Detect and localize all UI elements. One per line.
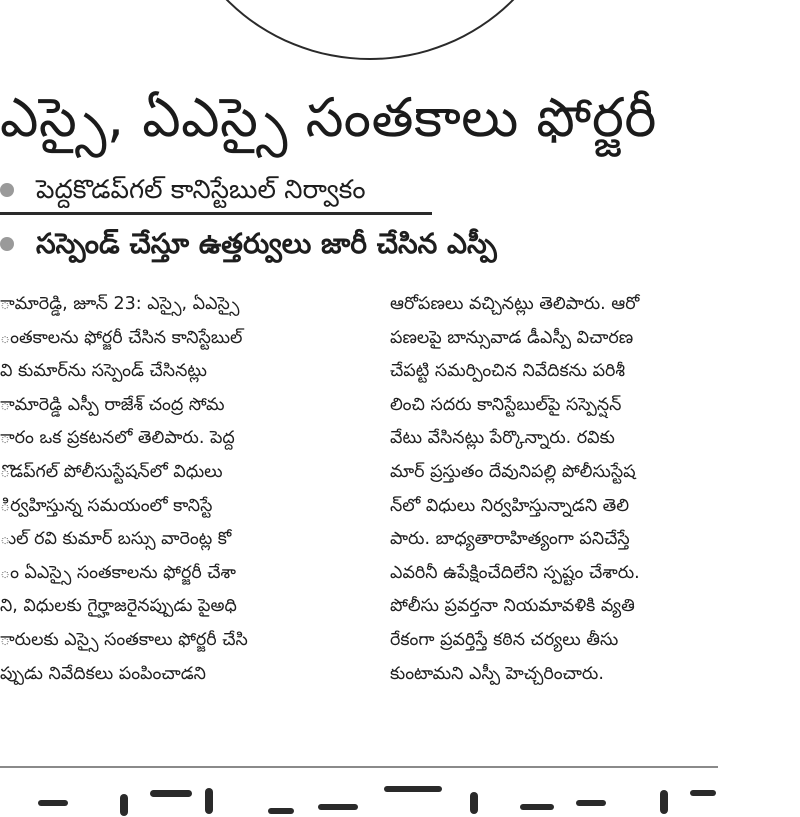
article-line: చేపట్టి సమర్పించిన నివేదికను పరిశీ bbox=[390, 361, 626, 382]
article-line: లించి సదరు కానిస్టేబుల్‌పై సస్పెన్షన్ bbox=[390, 394, 622, 415]
article-line: పారు. బాధ్యతారాహిత్యంగా పనిచేస్తే bbox=[390, 529, 630, 550]
article-line: మార్ ప్రస్తుతం దేవునిపల్లి పోలీసుస్టేష bbox=[390, 461, 636, 482]
subhead-2-text: సస్పెండ్ చేస్తూ ఉత్తర్వులు జారీ చేసిన ఎస్పీ bbox=[36, 227, 497, 260]
section-divider bbox=[0, 766, 718, 768]
headline: ఎస్సై, ఏఎస్సై సంతకాలు ఫోర్జరీ bbox=[0, 86, 657, 149]
article-column-2 bbox=[390, 288, 720, 691]
article-line: ారులకు ఎస్సై సంతకాలు ఫోర్జరీ చేసి bbox=[0, 629, 248, 650]
article-line: వేటు వేసినట్లు పేర్కొన్నారు. రవికు bbox=[390, 428, 615, 449]
article-line: పణలపై బాన్సువాడ డీఎస్పీ విచారణ bbox=[390, 327, 634, 348]
article-line: వి కుమార్‌ను సస్పెండ్ చేసినట్లు bbox=[0, 361, 207, 382]
article-line: కుంటామని ఎస్పీ హెచ్చరించారు. bbox=[390, 663, 604, 684]
article-line: ం ఏఎస్సై సంతకాలను ఫోర్జరీ చేశా bbox=[0, 562, 236, 583]
article-line: పోలీసు ప్రవర్తనా నియమావళికి వ్యతి bbox=[390, 596, 635, 617]
article-line: ప్పుడు నివేదికలు పంపించాడని bbox=[0, 663, 206, 684]
next-headline-fragment bbox=[0, 786, 720, 816]
subhead-1-text: పెద్దకొడప్‌గల్ కానిస్టేబుల్ నిర్వాకం bbox=[36, 175, 366, 205]
article-line: ామారెడ్డి ఎస్పీ రాజేశ్ చంద్ర సోమ bbox=[0, 394, 225, 415]
article-line: న్‌లో విధులు నిర్వహిస్తున్నాడని తెలి bbox=[390, 495, 630, 516]
article-line: ామారెడ్డి, జూన్ 23: ఎస్సై, ఏఎస్సై bbox=[0, 294, 240, 314]
subhead-2 bbox=[0, 222, 800, 266]
article-line: ంతకాలను ఫోర్జరీ చేసిన కానిస్టేబుల్ bbox=[0, 327, 243, 348]
bullet-icon bbox=[0, 183, 14, 197]
article-line: ని, విధులకు గైర్హాజరైనప్పుడు పైఅధి bbox=[0, 596, 237, 617]
article-line: ొడప్‌గల్ పోలీసుస్టేషన్‌లో విధులు bbox=[0, 461, 223, 482]
article-line: ుల్ రవి కుమార్ బస్సు వారెంట్ల కో bbox=[0, 529, 232, 550]
bullet-icon bbox=[0, 237, 14, 251]
article-column-1 bbox=[0, 288, 360, 691]
article-line: ఆరోపణలు వచ్చినట్లు తెలిపారు. ఆరో bbox=[390, 294, 640, 314]
article-line: రేకంగా ప్రవర్తిస్తే కఠిన చర్యలు తీసు bbox=[390, 629, 619, 650]
article-line: ఎవరినీ ఉపేక్షించేదిలేని స్పష్టం చేశారు. bbox=[390, 562, 640, 583]
subhead-1 bbox=[0, 168, 800, 212]
subhead-underline bbox=[0, 212, 432, 215]
article-line: ారం ఒక ప్రకటనలో తెలిపారు. పెద్ద bbox=[0, 428, 235, 449]
photo-frame-arc bbox=[170, 0, 570, 60]
article-line: ిర్వహిస్తున్న సమయంలో కానిస్టే bbox=[0, 495, 213, 516]
